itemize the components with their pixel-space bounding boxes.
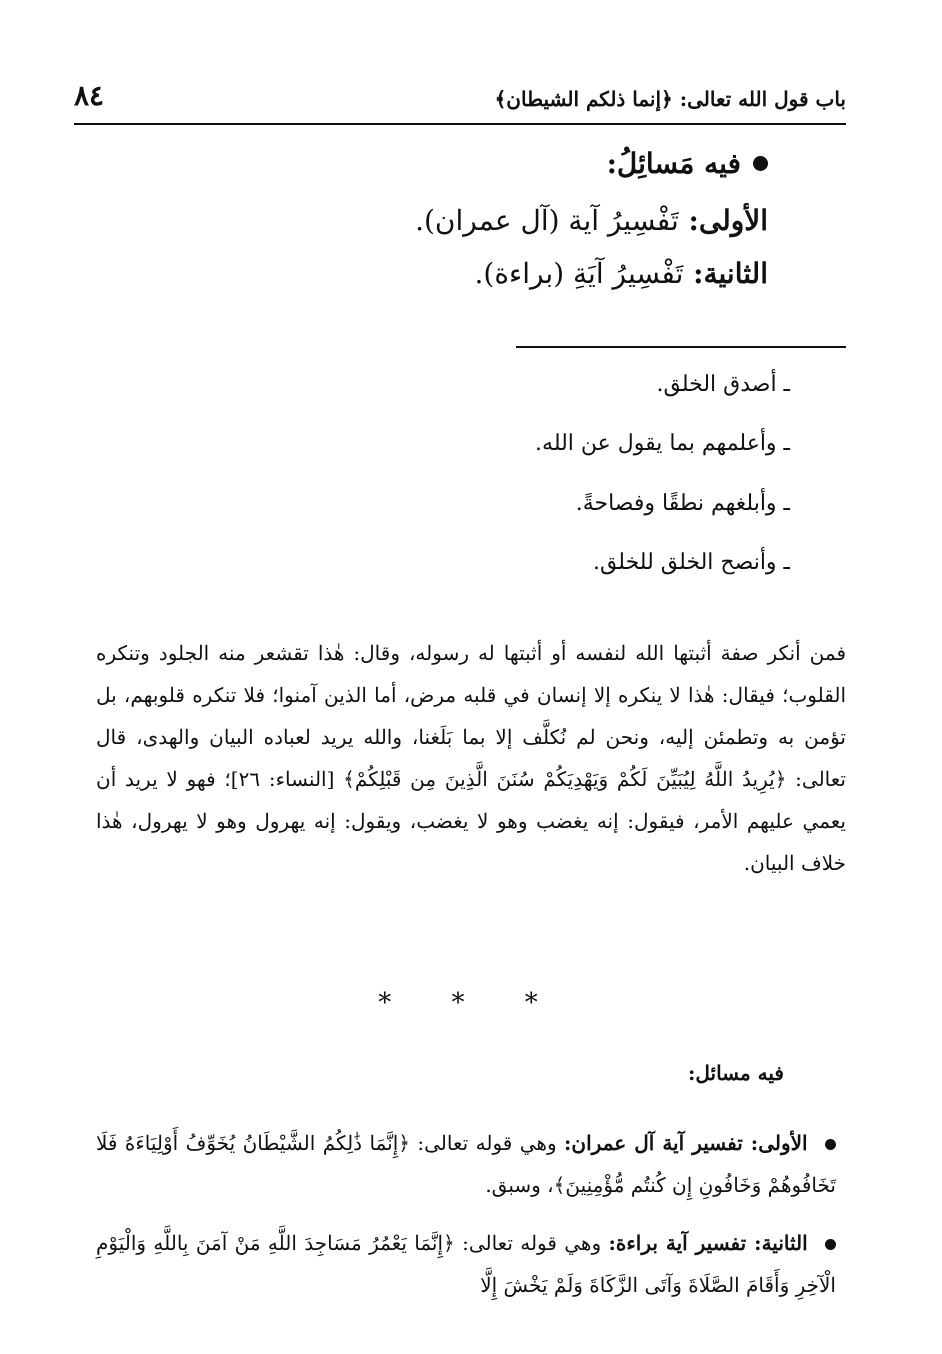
section-separator: [516, 346, 846, 348]
section-break-stars: * * *: [378, 988, 564, 1018]
bullet-icon: [825, 1139, 836, 1150]
second-issue-first-label: الأولى: تفسير آية آل عمران:: [564, 1131, 808, 1155]
second-issue-second-text: وهي قوله تعالى: ﴿إِنَّمَا يَعْمُرُ مَسَاجِدَ اللَّهِ مَنْ آمَنَ بِاللَّهِ وَالْيَوْمِ الْآخِرِ وَأَقَامَ الصَّلَاةَ وَآتَى الزَّكَاةَ وَلَمْ يَخْشَ إِلَّا: [96, 1231, 836, 1297]
issues-block: [96, 146, 846, 291]
issues-heading-text: فيه مَسائِلُ:: [606, 147, 741, 180]
second-issue-first-text: وهي قوله تعالى: ﴿إِنَّمَا ذَٰلِكُمُ الشَّيْطَانُ يُخَوِّفُ أَوْلِيَاءَهُ فَلَا تَخَافُوهُمْ وَخَافُونِ إِن كُنتُم مُّؤْمِنِينَ﴾، وسبق.: [96, 1131, 836, 1197]
dash-item: ـ وأنصح الخلق للخلق.: [592, 550, 790, 576]
dash-item: ـ وأبلغهم نطقًا وفصاحةً.: [575, 490, 790, 516]
issues-heading: [96, 146, 768, 181]
page-number: ٨٤: [74, 79, 105, 112]
header-rule: [74, 123, 846, 125]
issue-first-text: تَفْسِيرُ آية (آل عمران).: [415, 204, 679, 237]
bullet-icon: [825, 1239, 836, 1250]
issue-second: [96, 256, 768, 291]
dash-item: ـ وأعلمهم بما يقول عن الله.: [535, 431, 790, 457]
issue-second-label: الثانية:: [693, 257, 768, 290]
second-issues-section: [96, 1052, 846, 1322]
dash-list: [100, 372, 790, 610]
dash-item: ـ أصدق الخلق.: [656, 372, 790, 397]
issues-section: [96, 146, 846, 309]
second-issue-second-label: الثانية: تفسير آية براءة:: [608, 1231, 808, 1255]
issue-first: [96, 203, 768, 238]
issue-second-text: تَفْسِيرُ آيَةِ (براءة).: [474, 257, 684, 290]
page-header: [74, 66, 846, 110]
bullet-icon: [753, 156, 768, 171]
body-paragraph: فمن أنكر صفة أثبتها الله لنفسه أو أثبتها له رسوله، وقال: هٰذا تقشعر منه الجلود وتنكره القلوب؛ فيقال: هٰذا لا ينكره إلا إنسان في قلبه مرض، أما الذين آمنوا؛ فلا تنكره قلوبهم، بل تؤمن به وتطمئن إليه، ونحن لم نُكلَّف إلا بما بَلَغنا، والله يريد لعباده البيان والهدى، قال تعالى: ﴿يُرِيدُ اللَّهُ لِيُبَيِّنَ لَكُمْ وَيَهْدِيَكُمْ سُنَنَ الَّذِينَ مِن قَبْلِكُمْ﴾ [النساء: ٢٦]؛ فهو لا يريد أن يعمي عليهم الأمر، فيقول: إنه يغضب وهو لا يغضب، ويقول: إنه يهرول وهو لا يهرول، هٰذا خلاف البيان.: [96, 641, 846, 875]
second-issues-heading: فيه مسائل:: [687, 1061, 784, 1085]
second-issue-first: [96, 1122, 846, 1206]
running-title: باب قول الله تعالى: ﴿إنما ذلكم الشيطان﴾: [494, 87, 846, 111]
issue-first-label: الأولى:: [688, 204, 768, 237]
second-issue-second: [96, 1222, 846, 1306]
